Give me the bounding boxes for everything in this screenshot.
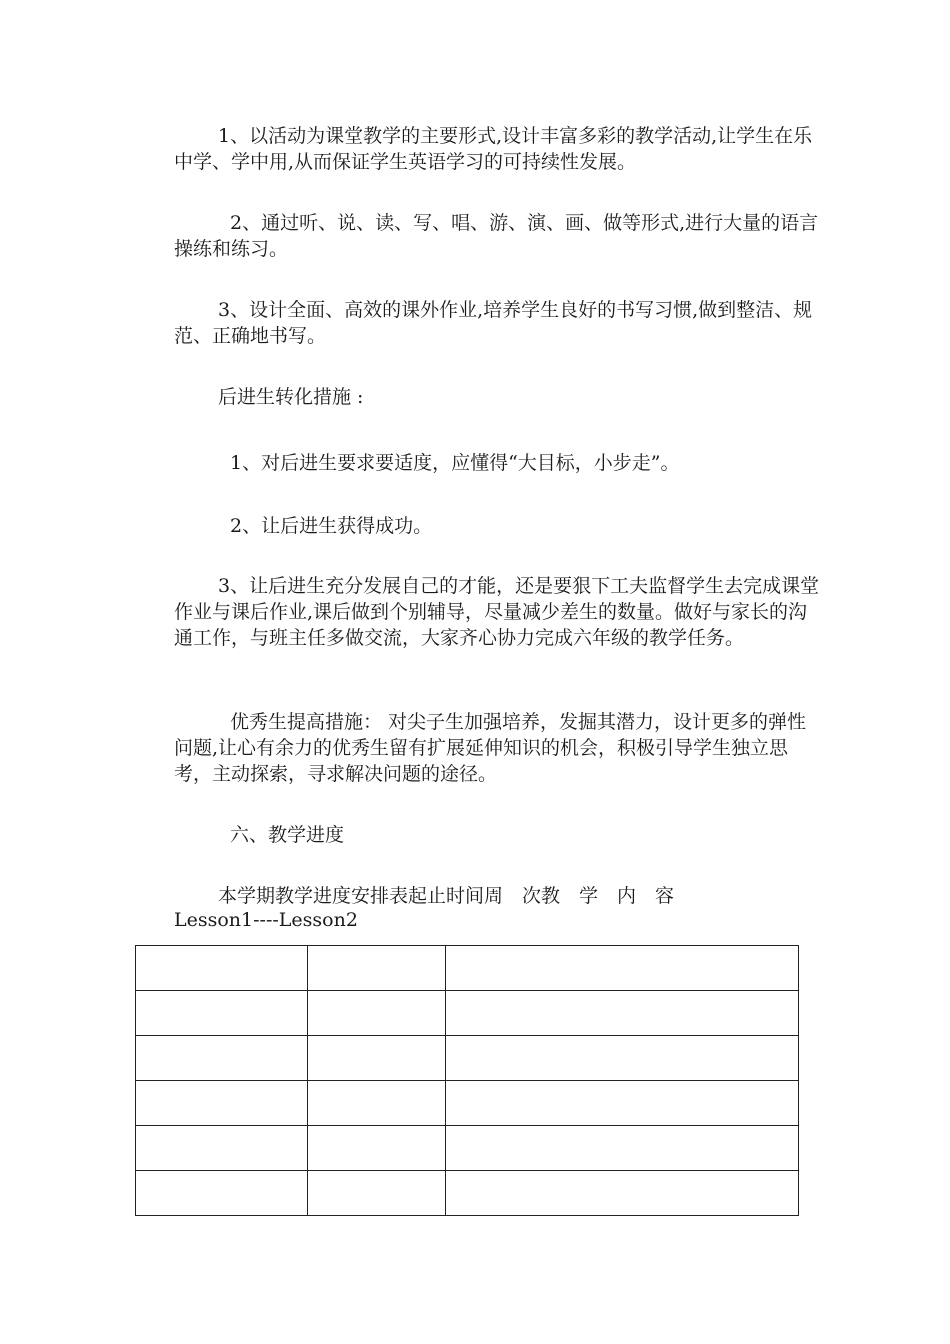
table-cell [446, 1126, 799, 1171]
table-cell [136, 946, 308, 991]
table-cell [308, 946, 446, 991]
table-cell [446, 946, 799, 991]
table-cell [136, 1126, 308, 1171]
schedule-table [135, 945, 799, 1216]
table-cell [308, 1171, 446, 1216]
paragraph-text: 1、以活动为课堂教学的主要形式,设计丰富多彩的教学活动,让学生在乐中学、学中用,从而保证学生英语学习的可持续性发展。 [174, 125, 813, 173]
table-row [136, 946, 799, 991]
table-cell [308, 1036, 446, 1081]
paragraph-language-practice [174, 210, 824, 262]
table-cell [308, 1081, 446, 1126]
heading-text: 后进生转化措施 : [218, 386, 364, 408]
paragraph-top-students [174, 709, 824, 787]
heading-teaching-progress [174, 822, 824, 848]
paragraph-moderate-requirements [174, 450, 824, 476]
table-cell [308, 1126, 446, 1171]
heading-text: 六、教学进度 [230, 824, 345, 846]
paragraph-text: 2、通过听、说、读、写、唱、游、演、画、做等形式,进行大量的语言操练和练习。 [174, 212, 819, 260]
heading-struggling-students [174, 384, 824, 410]
paragraph-text: 3、设计全面、高效的课外作业,培养学生良好的书写习惯,做到整洁、规范、正确地书写。 [174, 299, 813, 347]
table-row [136, 1081, 799, 1126]
paragraph-activity-teaching [174, 123, 824, 175]
table-row [136, 1036, 799, 1081]
schedule-table-body [136, 946, 799, 1216]
paragraph-schedule-intro [174, 884, 824, 932]
table-row [136, 1171, 799, 1216]
table-row [136, 991, 799, 1036]
paragraph-text: 2、让后进生获得成功。 [230, 515, 433, 537]
paragraph-homework [174, 297, 824, 349]
schedule-lesson-range: Lesson1----Lesson2 [174, 909, 358, 931]
paragraph-develop-talents [174, 573, 824, 651]
schedule-intro-text: 本学期教学进度安排表起止时间周 次教 学 内 容 [218, 885, 675, 907]
paragraph-text: 优秀生提高措施： 对尖子生加强培养，发掘其潜力，设计更多的弹性问题,让心有余力的优秀生留有扩展延伸知识的机会，积极引导学生独立思考，主动探索，寻求解决问题的途径。 [174, 711, 807, 785]
table-cell [136, 1036, 308, 1081]
table-cell [446, 1081, 799, 1126]
paragraph-text: 3、让后进生充分发展自己的才能，还是要狠下工夫监督学生去完成课堂作业与课后作业,课后做到个别辅导，尽量减少差生的数量。做好与家长的沟通工作，与班主任多做交流，大家齐心协力完成六年级的教学任务。 [174, 575, 820, 649]
paragraph-text: 1、对后进生要求要适度，应懂得“大目标，小步走”。 [230, 452, 680, 474]
table-cell [446, 1036, 799, 1081]
table-cell [136, 1081, 308, 1126]
table-cell [446, 991, 799, 1036]
table-cell [136, 1171, 308, 1216]
table-cell [308, 991, 446, 1036]
paragraph-success [174, 513, 824, 539]
table-cell [446, 1171, 799, 1216]
table-row [136, 1126, 799, 1171]
table-cell [136, 991, 308, 1036]
